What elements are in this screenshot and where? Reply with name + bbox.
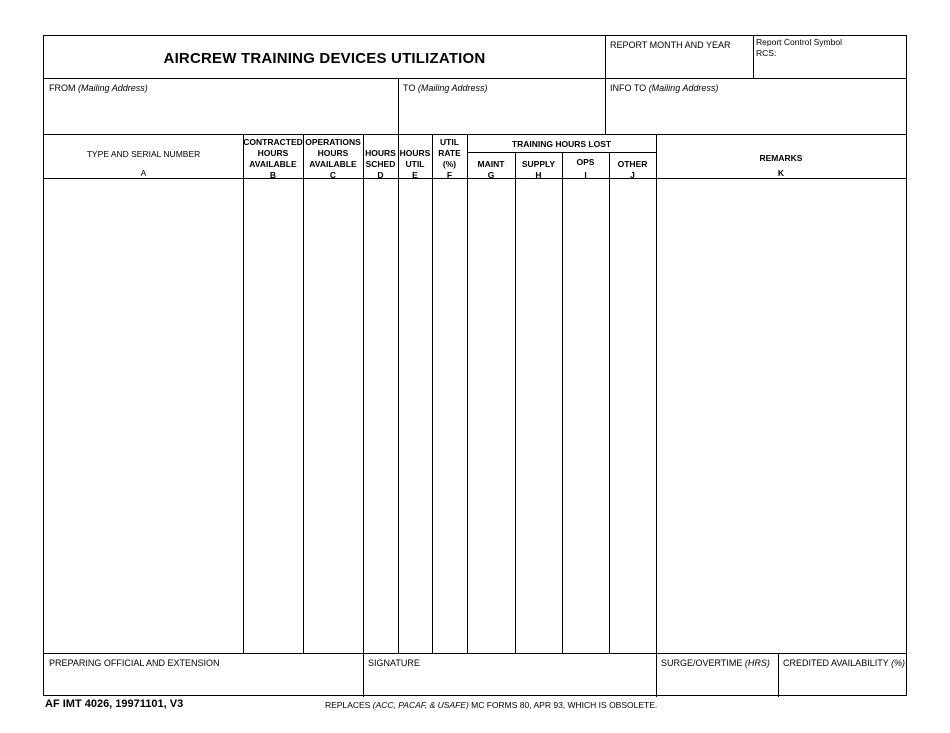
maint-entry-area[interactable]	[470, 182, 516, 652]
operations-hours-entry-area[interactable]	[306, 182, 364, 652]
divider	[44, 78, 906, 79]
from-address-field[interactable]	[49, 96, 398, 134]
replaces-notice: REPLACES (ACC, PACAF, & USAFE) MC FORMS 80, APR 93, WHICH IS OBSOLETE.	[325, 700, 658, 710]
util-rate-entry-area[interactable]	[435, 182, 468, 652]
surge-overtime-field[interactable]	[661, 672, 780, 696]
info-to-field-label: INFO TO (Mailing Address)	[610, 83, 719, 93]
to-address-field[interactable]	[403, 96, 605, 134]
hours-util-entry-area[interactable]	[401, 182, 433, 652]
form-identifier: AF IMT 4026, 19971101, V3	[45, 698, 184, 710]
divider	[44, 178, 906, 179]
rcs-label: Report Control Symbol	[756, 37, 842, 47]
credited-availability-field[interactable]	[783, 672, 905, 696]
signature-label: SIGNATURE	[368, 658, 420, 668]
column-b-header: CONTRACTED HOURS AVAILABLE B	[243, 137, 303, 180]
column-j-header: OTHER J	[617, 159, 648, 180]
ops-entry-area[interactable]	[565, 182, 610, 652]
training-hours-lost-label: TRAINING HOURS LOST	[511, 139, 612, 149]
column-d-header: HOURS SCHED D	[365, 148, 396, 180]
column-i-header: OPS I	[576, 157, 595, 180]
credited-availability-label: CREDITED AVAILABILITY (%)	[783, 658, 906, 668]
column-k-header: REMARKS K	[759, 153, 803, 178]
preparing-official-label: PREPARING OFFICIAL AND EXTENSION	[49, 658, 220, 668]
form-title: AIRCREW TRAINING DEVICES UTILIZATION	[163, 50, 486, 67]
column-h-header: SUPPLY H	[521, 159, 556, 180]
supply-entry-area[interactable]	[518, 182, 563, 652]
info-to-address-field[interactable]	[610, 96, 906, 134]
form-sheet	[43, 35, 907, 696]
type-serial-entry-area[interactable]	[47, 182, 244, 652]
column-a-label: TYPE AND SERIAL NUMBER	[86, 149, 201, 159]
divider	[398, 78, 399, 134]
divider	[778, 653, 779, 697]
column-e-header: HOURS UTIL E	[399, 148, 431, 180]
divider	[605, 36, 606, 134]
preparing-official-field[interactable]	[49, 672, 363, 696]
divider	[44, 653, 906, 654]
surge-overtime-label: SURGE/OVERTIME (HRS)	[661, 658, 770, 668]
divider	[753, 36, 754, 79]
report-month-year-label: REPORT MONTH AND YEAR	[610, 40, 731, 50]
column-c-header: OPERATIONS HOURS AVAILABLE C	[305, 137, 361, 180]
contracted-hours-entry-area[interactable]	[246, 182, 304, 652]
from-field-label: FROM (Mailing Address)	[49, 83, 148, 93]
to-field-label: TO (Mailing Address)	[403, 83, 488, 93]
signature-field[interactable]	[368, 672, 656, 696]
other-entry-area[interactable]	[612, 182, 657, 652]
remarks-entry-area[interactable]	[659, 182, 907, 652]
report-month-year-field[interactable]	[609, 54, 753, 78]
column-f-header: UTIL RATE (%) F	[438, 137, 461, 180]
column-g-header: MAINT G	[477, 159, 505, 180]
rcs-value-label: RCS:	[756, 48, 777, 58]
column-a-letter: A	[140, 168, 147, 178]
hours-sched-entry-area[interactable]	[366, 182, 399, 652]
divider	[44, 134, 906, 135]
